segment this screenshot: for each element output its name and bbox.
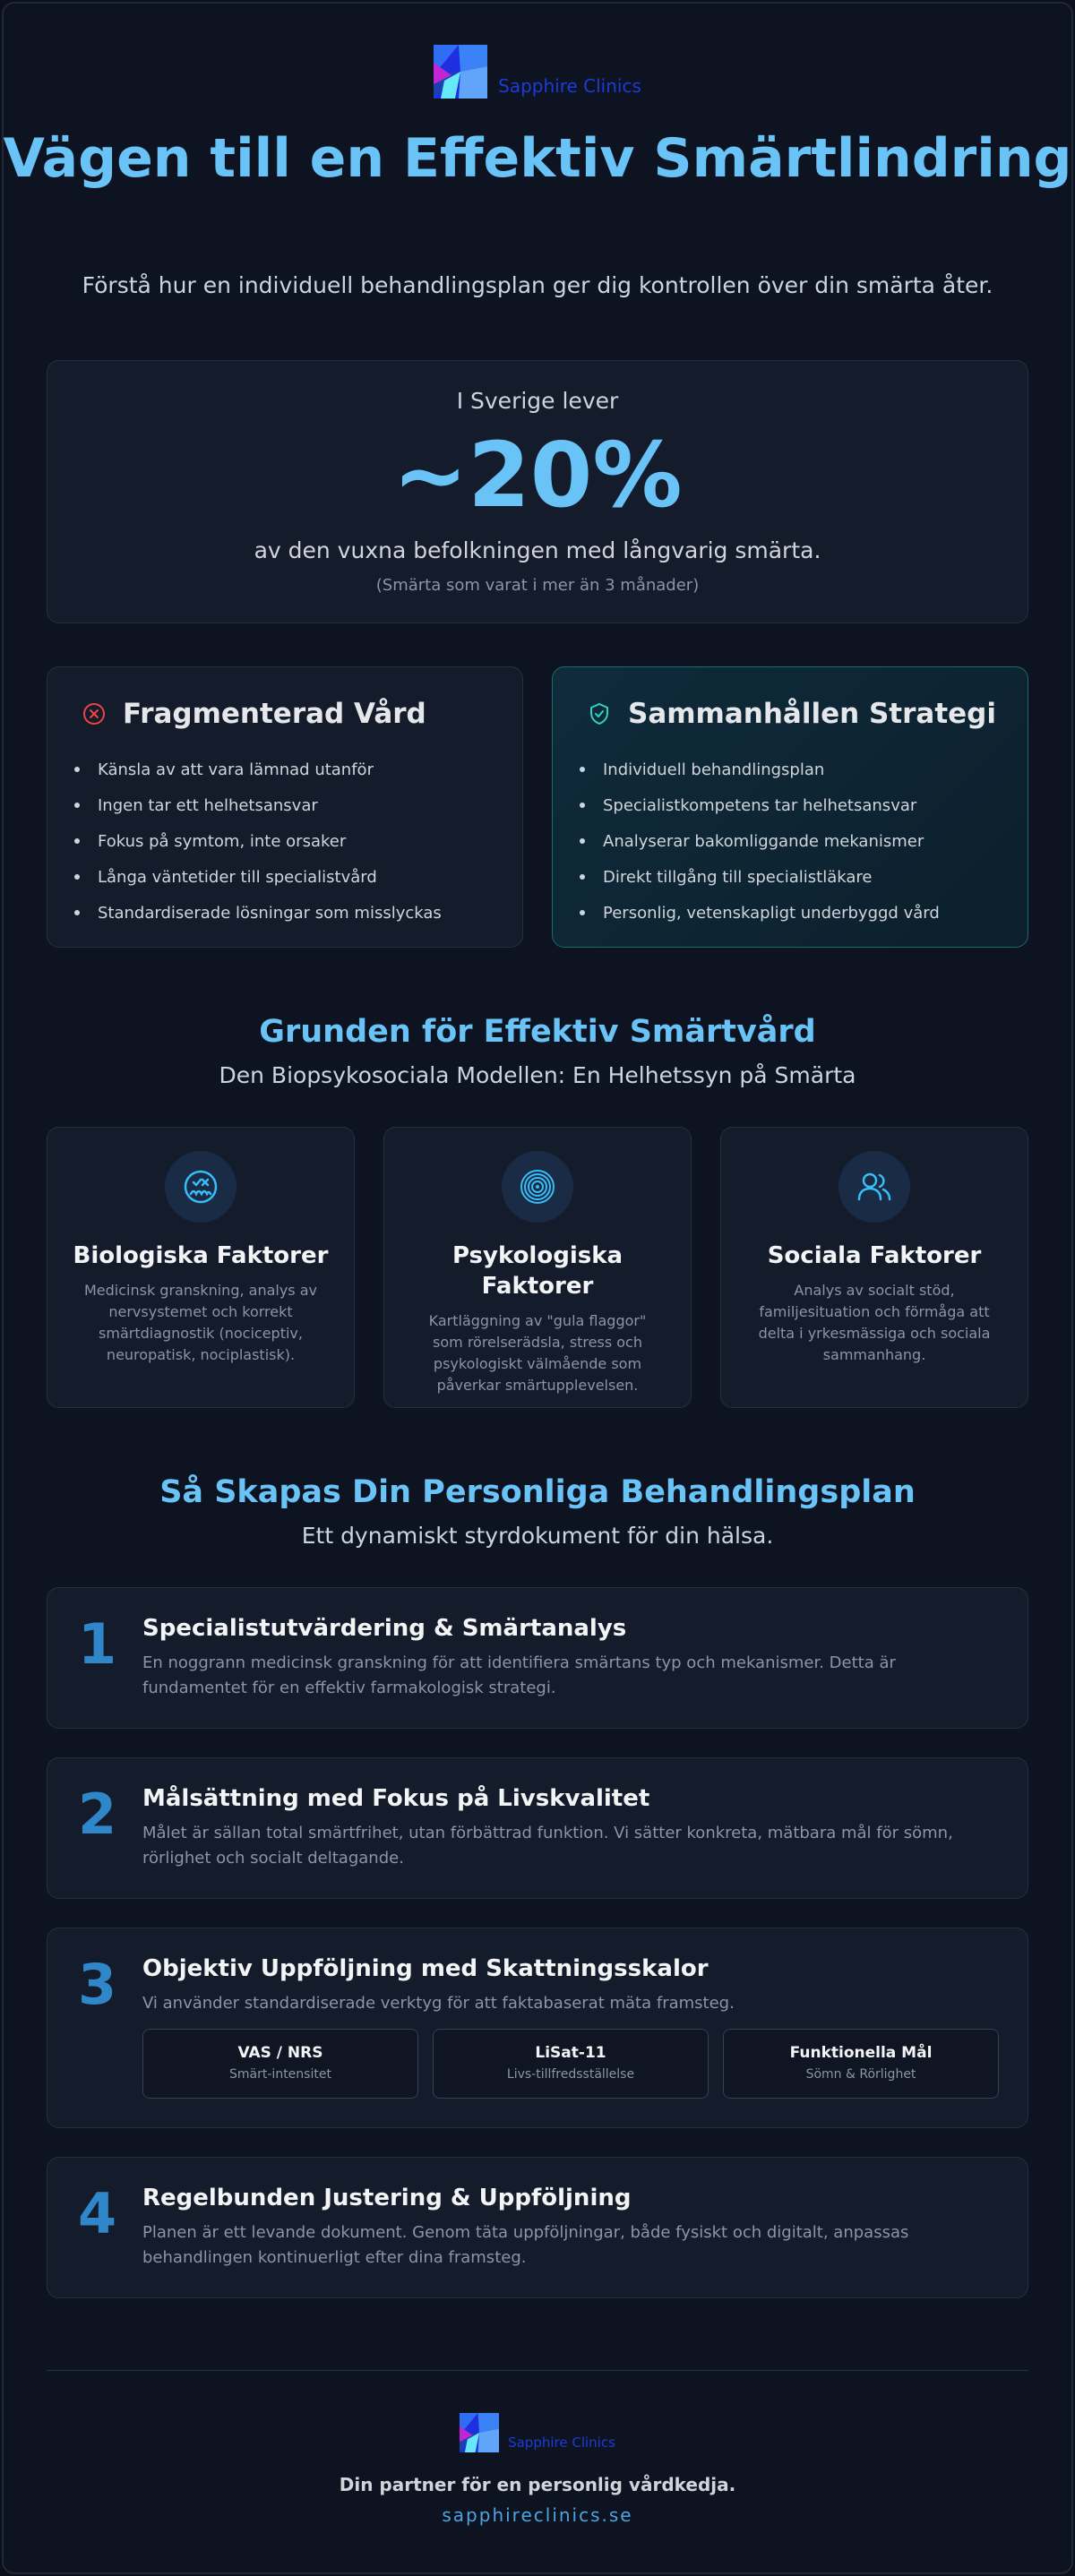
sapphire-logo-icon <box>434 45 487 99</box>
step-description: Målet är sällan total smärtfrihet, utan förbättrad funktion. Vi sätter konkreta, mätbara mål för sömn, rörlighet och socialt deltagande. <box>142 1824 953 1868</box>
step-card <box>47 1928 1028 2128</box>
list-item <box>74 787 522 823</box>
fragmented-care-card <box>47 666 523 948</box>
stat-note: (Smärta som varat i mer än 3 månader) <box>375 576 700 595</box>
scale-lisat <box>433 2029 709 2099</box>
factor-title: Psykologiska Faktorer <box>452 1242 624 1300</box>
x-circle-icon <box>82 701 107 726</box>
factor-description: Medicinsk granskning, analys av nervsystemet och korrekt smärtdiagnostik (nociceptiv, neuropatisk, nociplastisk). <box>83 1282 317 1363</box>
foundation-title: Grunden för Effektiv Smärtvård <box>259 1014 816 1050</box>
list-item-text: Direkt tillgång till specialistläkare <box>603 867 873 887</box>
psychology-icon <box>502 1151 573 1223</box>
step-title: Målsättning med Fokus på Livskvalitet <box>142 1785 650 1812</box>
step-number: 2 <box>78 1782 117 1847</box>
scale-name: Funktionella Mål <box>789 2044 933 2062</box>
footer-logo[interactable] <box>0 2413 1075 2452</box>
step-title: Regelbunden Justering & Uppföljning <box>142 2185 632 2211</box>
step-description: Planen är ett levande dokument. Genom täta uppföljningar, både fysiskt och digitalt, anpassas behandlingen kontinuerligt efter dina framsteg. <box>142 2223 909 2267</box>
page-title: Vägen till en Effektiv Smärtlindring <box>3 127 1072 190</box>
cohesive-strategy-card <box>552 666 1028 948</box>
shield-check-icon <box>587 701 612 726</box>
list-item <box>74 751 522 787</box>
stat-description: av den vuxna befolkningen med långvarig smärta. <box>254 537 821 563</box>
list-item-text: Ingen tar ett helhetsansvar <box>98 795 318 815</box>
page-subtitle: Förstå hur en individuell behandlingsplan ger dig kontrollen över din smärta åter. <box>82 272 993 298</box>
step-number: 1 <box>78 1611 117 1677</box>
footer-tagline: Din partner för en personlig vårdkedja. <box>339 2474 736 2495</box>
factor-description: Analys av socialt stöd, familjesituation och förmåga att delta i yrkesmässiga och sociala sammanhang. <box>758 1282 991 1363</box>
factor-description: Kartläggning av "gula flaggor" som rörelserädsla, stress och psykologiskt välmående som påverkar smärtupplevelsen. <box>428 1312 647 1394</box>
step-card <box>47 1587 1028 1729</box>
fragmented-care-title: Fragmenterad Vård <box>123 698 426 730</box>
list-item-text: Specialistkompetens tar helhetsansvar <box>603 795 917 815</box>
factor-card-biological <box>47 1127 355 1408</box>
step-number: 4 <box>78 2181 117 2246</box>
stat-value: ~20% <box>392 423 683 528</box>
list-item-text: Långa väntetider till specialistvård <box>98 867 377 887</box>
cohesive-strategy-list <box>580 751 1028 931</box>
sapphire-logo-icon <box>460 2413 499 2452</box>
list-item-text: Standardiserade lösningar som misslyckas <box>98 903 442 923</box>
factor-title: Sociala Faktorer <box>767 1242 982 1269</box>
list-item <box>580 787 1028 823</box>
brand-name: Sapphire Clinics <box>508 2434 615 2451</box>
factor-title: Biologiska Faktorer <box>73 1242 329 1269</box>
header-logo[interactable] <box>0 45 1075 99</box>
list-item <box>580 895 1028 931</box>
step-number: 3 <box>78 1952 117 2017</box>
stat-card <box>47 360 1028 623</box>
list-item <box>580 859 1028 895</box>
foundation-subtitle: Den Biopsykosociala Modellen: En Helhetssyn på Smärta <box>219 1062 856 1088</box>
website-link[interactable]: sapphireclinics.se <box>442 2504 633 2526</box>
factor-card-psychological <box>383 1127 692 1408</box>
scale-functional <box>723 2029 999 2099</box>
plan-title: Så Skapas Din Personliga Behandlingsplan <box>159 1474 916 1510</box>
list-item-text: Analyserar bakomliggande mekanismer <box>603 831 924 851</box>
users-icon <box>838 1151 910 1223</box>
list-item <box>74 823 522 859</box>
step-description: Vi använder standardiserade verktyg för att faktabaserat mäta framsteg. <box>142 1994 735 2013</box>
scale-label: Smärt-intensitet <box>229 2067 331 2082</box>
biology-icon <box>165 1151 236 1223</box>
step-title: Objektiv Uppföljning med Skattningsskalor <box>142 1955 709 1982</box>
stat-intro: I Sverige lever <box>456 388 619 414</box>
list-item-text: Fokus på symtom, inte orsaker <box>98 831 347 851</box>
brand-name: Sapphire Clinics <box>498 75 641 97</box>
cohesive-strategy-title: Sammanhållen Strategi <box>628 698 996 730</box>
step-card <box>47 1757 1028 1899</box>
list-item <box>580 751 1028 787</box>
scale-vas-nrs <box>142 2029 418 2099</box>
step-card <box>47 2157 1028 2298</box>
step-description: En noggrann medicinsk granskning för att identifiera smärtans typ och mekanismer. Detta är fundamentet för en effektiv farmakologisk strategi. <box>142 1653 896 1697</box>
fragmented-care-list <box>74 751 522 931</box>
list-item <box>580 823 1028 859</box>
scale-label: Livs-tillfredsställelse <box>506 2067 635 2082</box>
factor-card-social <box>720 1127 1028 1408</box>
list-item-text: Personlig, vetenskapligt underbyggd vård <box>603 903 940 923</box>
step-title: Specialistutvärdering & Smärtanalys <box>142 1615 627 1642</box>
plan-subtitle: Ett dynamiskt styrdokument för din hälsa. <box>301 1523 774 1549</box>
scale-label: Sömn & Rörlighet <box>805 2067 916 2082</box>
list-item-text: Individuell behandlingsplan <box>603 760 825 779</box>
footer-divider <box>47 2370 1028 2371</box>
scale-name: VAS / NRS <box>237 2044 323 2062</box>
list-item-text: Känsla av att vara lämnad utanför <box>98 760 374 779</box>
rating-scales <box>142 2029 999 2099</box>
scale-name: LiSat-11 <box>535 2044 606 2062</box>
list-item <box>74 859 522 895</box>
list-item <box>74 895 522 931</box>
